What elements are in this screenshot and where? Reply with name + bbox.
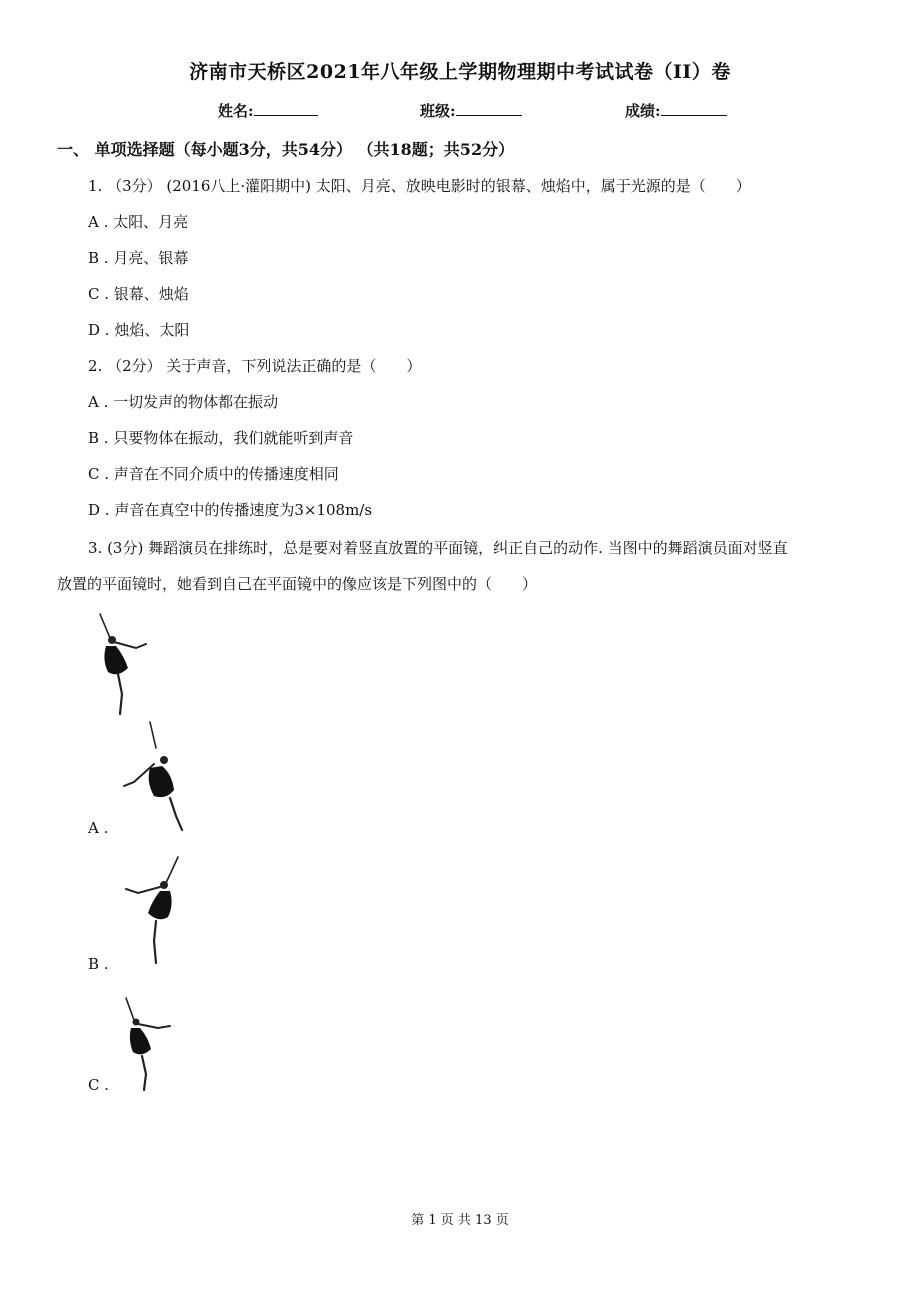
question-1-option-a[interactable]: A . 太阳、月亮 <box>88 213 189 231</box>
question-2-text: 2. （2分） 关于声音，下列说法正确的是（ ） <box>88 357 422 375</box>
question-2-option-a[interactable]: A . 一切发声的物体都在振动 <box>88 393 279 411</box>
question-3-text-line1: 3. (3分) 舞蹈演员在排练时，总是要对着竖直放置的平面镜，纠正自己的动作. 当图中的舞蹈演员面对竖直 <box>88 539 788 557</box>
question-3-option-c[interactable]: C . <box>88 1076 110 1094</box>
question-1-option-c[interactable]: C . 银幕、烛焰 <box>88 285 189 303</box>
question-2-option-c[interactable]: C . 声音在不同介质中的传播速度相同 <box>88 465 339 483</box>
question-3-option-b[interactable]: B . <box>88 955 109 973</box>
dancer-option-c-figure <box>118 996 176 1092</box>
question-3-text-line2: 放置的平面镜时，她看到自己在平面镜中的像应该是下列图中的（ ） <box>57 575 538 593</box>
question-1-option-d[interactable]: D . 烛焰、太阳 <box>88 321 190 339</box>
section-heading: 一、 单项选择题（每小题3分，共54分） （共18题；共52分） <box>57 140 515 159</box>
score-field[interactable] <box>625 100 727 121</box>
name-label: 姓名: <box>218 102 254 120</box>
page-title: 济南市天桥区2021年八年级上学期物理期中考试试卷（II）卷 <box>189 61 731 83</box>
page-footer: 第 1 页 共 13 页 <box>411 1213 509 1228</box>
question-1-option-b[interactable]: B . 月亮、银幕 <box>88 249 189 267</box>
question-2-option-b[interactable]: B . 只要物体在振动，我们就能听到声音 <box>88 429 354 447</box>
question-3-option-a[interactable]: A . <box>88 819 109 837</box>
dancer-reference-figure <box>92 612 156 716</box>
dancer-option-b-figure <box>118 855 184 967</box>
name-field[interactable] <box>218 100 318 121</box>
class-field[interactable] <box>420 100 522 121</box>
score-blank[interactable] <box>661 101 727 116</box>
name-blank[interactable] <box>254 101 318 116</box>
score-label: 成绩: <box>625 102 661 120</box>
question-2-option-d[interactable]: D . 声音在真空中的传播速度为3×108m/s <box>88 501 373 519</box>
dancer-option-a-figure <box>120 720 184 832</box>
class-label: 班级: <box>420 102 456 120</box>
class-blank[interactable] <box>456 101 522 116</box>
question-1-text: 1. （3分） (2016八上·灌阳期中) 太阳、月亮、放映电影时的银幕、烛焰中，属于光源的是（ ） <box>88 177 751 195</box>
